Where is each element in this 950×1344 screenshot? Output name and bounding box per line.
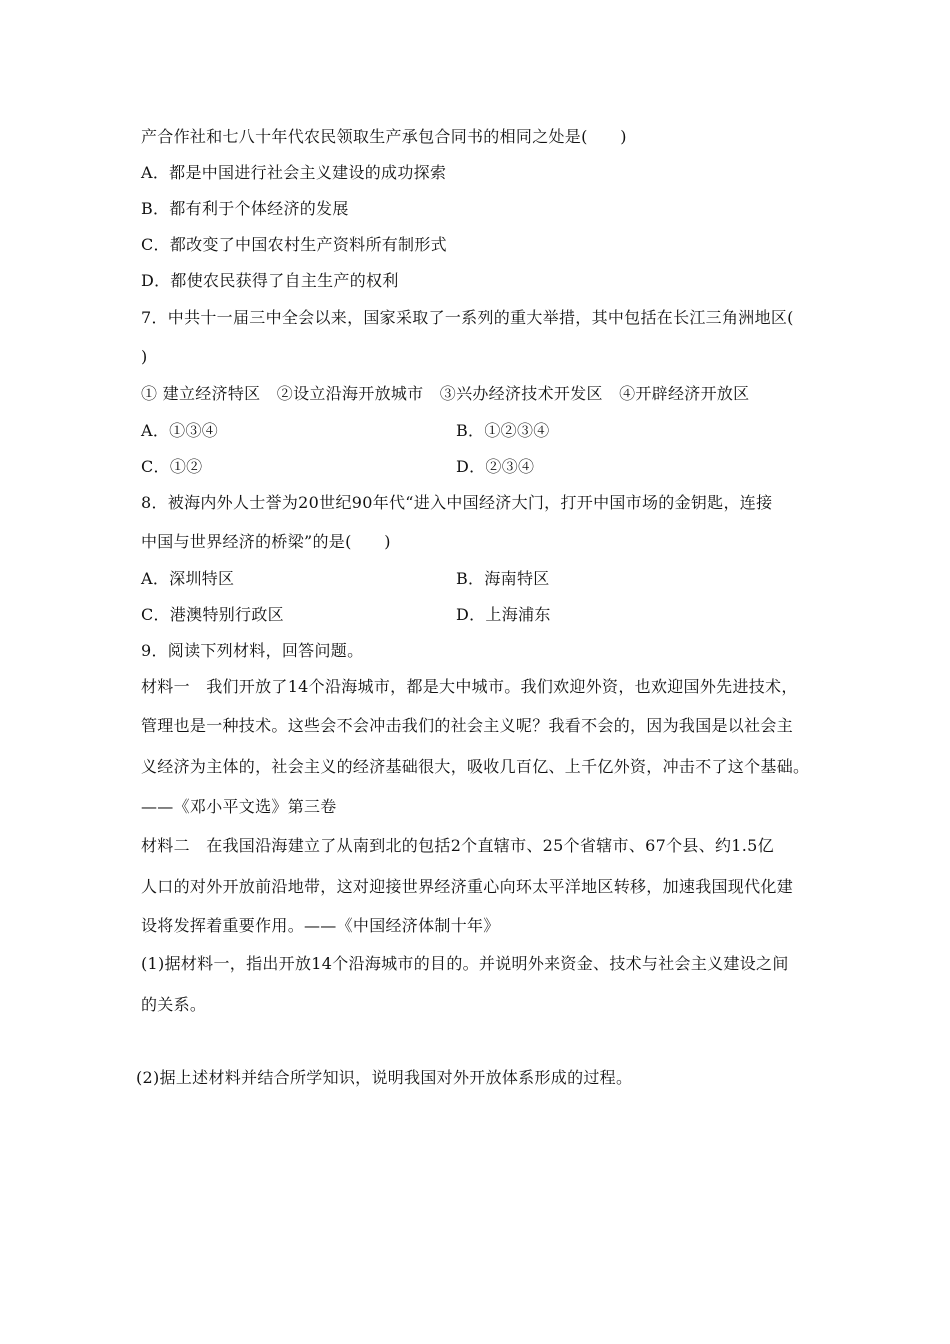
q6-option-c: C．都改变了中国农村生产资料所有制形式 bbox=[141, 235, 447, 254]
q9-material1-line1: 材料一 我们开放了14个沿海城市，都是大中城市。我们欢迎外资，也欢迎国外先进技术， bbox=[141, 677, 798, 696]
q9-stem: 9．阅读下列材料，回答问题。 bbox=[141, 641, 364, 660]
q6-option-d: D．都使农民获得了自主生产的权利 bbox=[141, 271, 399, 290]
q6-stem: 产合作社和七八十年代农民领取生产承包合同书的相同之处是( ) bbox=[141, 127, 627, 146]
q7-option-b: B．①②③④ bbox=[456, 421, 550, 440]
q7-option-d: D．②③④ bbox=[456, 457, 535, 476]
q7-stem: 7．中共十一届三中全会以来，国家采取了一系列的重大举措，其中包括在长江三角洲地区( bbox=[141, 308, 794, 327]
q6-option-b: B．都有利于个体经济的发展 bbox=[141, 199, 349, 218]
q9-material2-line3: 设将发挥着重要作用。——《中国经济体制十年》 bbox=[141, 916, 500, 935]
q8-option-b: B．海南特区 bbox=[456, 569, 550, 588]
q8-stem-cont: 中国与世界经济的桥梁”的是( ) bbox=[141, 532, 391, 551]
q9-material2-line2: 人口的对外开放前沿地带，这对迎接世界经济重心向环太平洋地区转移，加速我国现代化建 bbox=[141, 877, 794, 896]
q9-subquestion-2: (2)据上述材料并结合所学知识，说明我国对外开放体系形成的过程。 bbox=[136, 1068, 633, 1087]
q7-items: ① 建立经济特区 ②设立沿海开放城市 ③兴办经济技术开发区 ④开辟经济开放区 bbox=[141, 384, 750, 403]
q8-stem: 8．被海内外人士誉为20世纪90年代“进入中国经济大门，打开中国市场的金钥匙，连接 bbox=[141, 493, 773, 512]
q7-stem-cont: ) bbox=[141, 347, 148, 366]
q7-option-a: A．①③④ bbox=[141, 421, 219, 440]
q9-material1-line2: 管理也是一种技术。这些会不会冲击我们的社会主义呢？我看不会的，因为我国是以社会主 bbox=[141, 716, 794, 735]
q9-subquestion-1-cont: 的关系。 bbox=[141, 995, 207, 1014]
q8-option-c: C．港澳特别行政区 bbox=[141, 605, 284, 624]
q8-option-d: D．上海浦东 bbox=[456, 605, 551, 624]
q7-option-c: C．①② bbox=[141, 457, 203, 476]
q9-material2-line1: 材料二 在我国沿海建立了从南到北的包括2个直辖市、25个省辖市、67个县、约1.5亿 bbox=[141, 836, 774, 855]
q9-material1-line3: 义经济为主体的，社会主义的经济基础很大，吸收几百亿、上千亿外资，冲击不了这个基础。 bbox=[141, 757, 810, 776]
q6-option-a: A．都是中国进行社会主义建设的成功探索 bbox=[141, 163, 447, 182]
q9-material1-source: ——《邓小平文选》第三卷 bbox=[141, 797, 337, 816]
q9-subquestion-1: (1)据材料一，指出开放14个沿海城市的目的。并说明外来资金、技术与社会主义建设之间 bbox=[141, 954, 789, 973]
q8-option-a: A．深圳特区 bbox=[141, 569, 235, 588]
